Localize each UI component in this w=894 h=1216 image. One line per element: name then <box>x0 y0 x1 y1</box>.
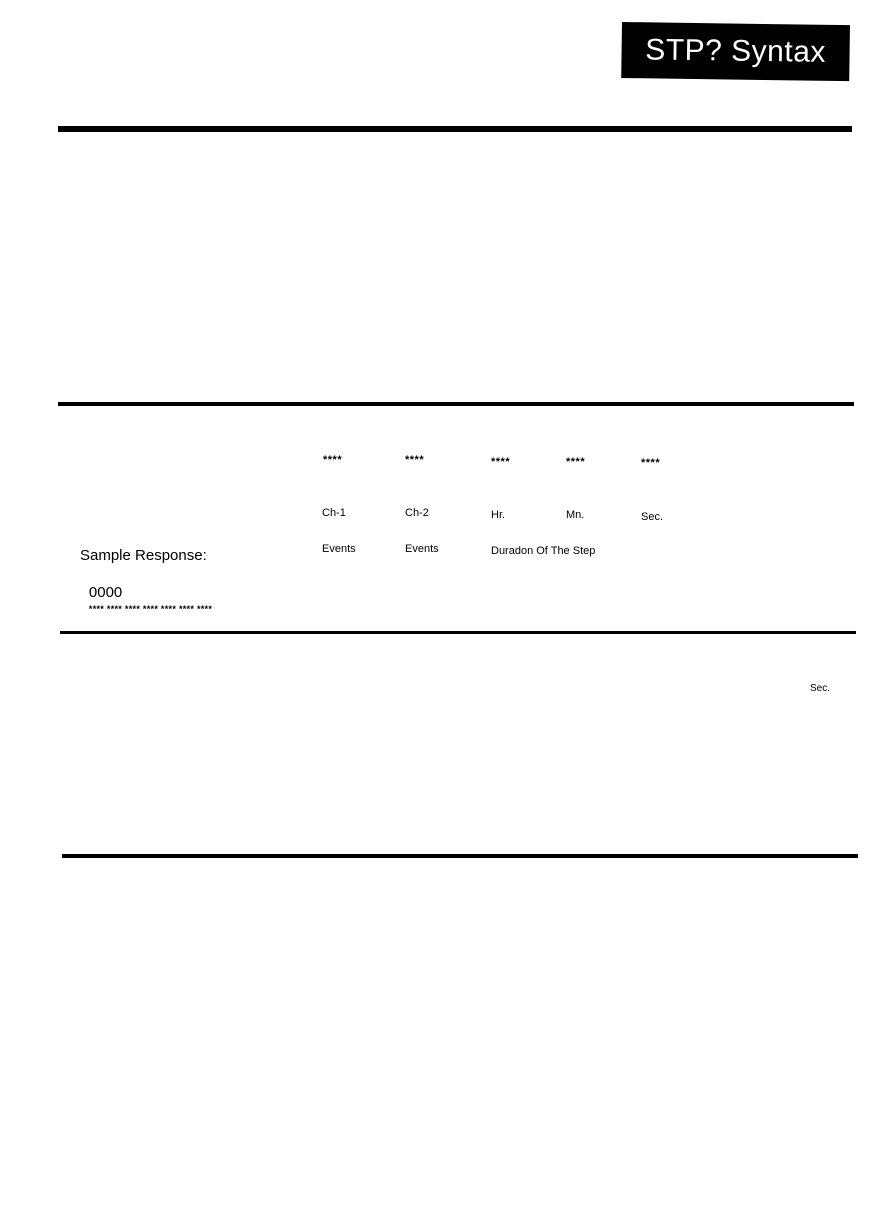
field-ch1-label-line2: Events <box>322 543 356 555</box>
sample-response-value <box>80 566 212 620</box>
field-sec-label-line1: Sec. <box>641 511 664 523</box>
section-divider-4 <box>62 854 858 858</box>
field-ch1-placeholder: **** <box>323 454 343 466</box>
field-ch2-placeholder: **** <box>405 454 425 466</box>
field-ch2-label <box>405 483 439 567</box>
field-hr-placeholder: **** <box>491 456 511 468</box>
field-mn-label <box>566 485 584 533</box>
field-mn-label-line1: Mn. <box>566 509 585 521</box>
field-hr-label-line1: Hr. <box>491 509 506 521</box>
sample-response-label: Sample Response: <box>80 547 207 564</box>
field-mn-placeholder: **** <box>566 456 586 468</box>
field-duration-label: Duradon Of The Step <box>491 545 596 557</box>
section-divider-3 <box>60 631 856 634</box>
field-sec-label <box>641 487 663 535</box>
stray-sec-label: Sec. <box>810 683 831 694</box>
section-divider-2 <box>58 402 854 406</box>
field-ch1-label <box>322 483 356 567</box>
field-ch1-label-line1: Ch-1 <box>322 507 346 519</box>
page-title: STP? Syntax <box>645 33 827 69</box>
field-ch2-label-line1: Ch-2 <box>405 507 429 519</box>
sample-response-prefix: 0000 <box>88 584 123 601</box>
field-ch2-label-line2: Events <box>405 543 439 555</box>
sample-response-stars: **** **** **** **** **** **** **** <box>88 604 213 614</box>
section-divider-1 <box>58 126 852 132</box>
field-sec-placeholder: **** <box>641 457 661 469</box>
title-banner <box>621 22 850 81</box>
